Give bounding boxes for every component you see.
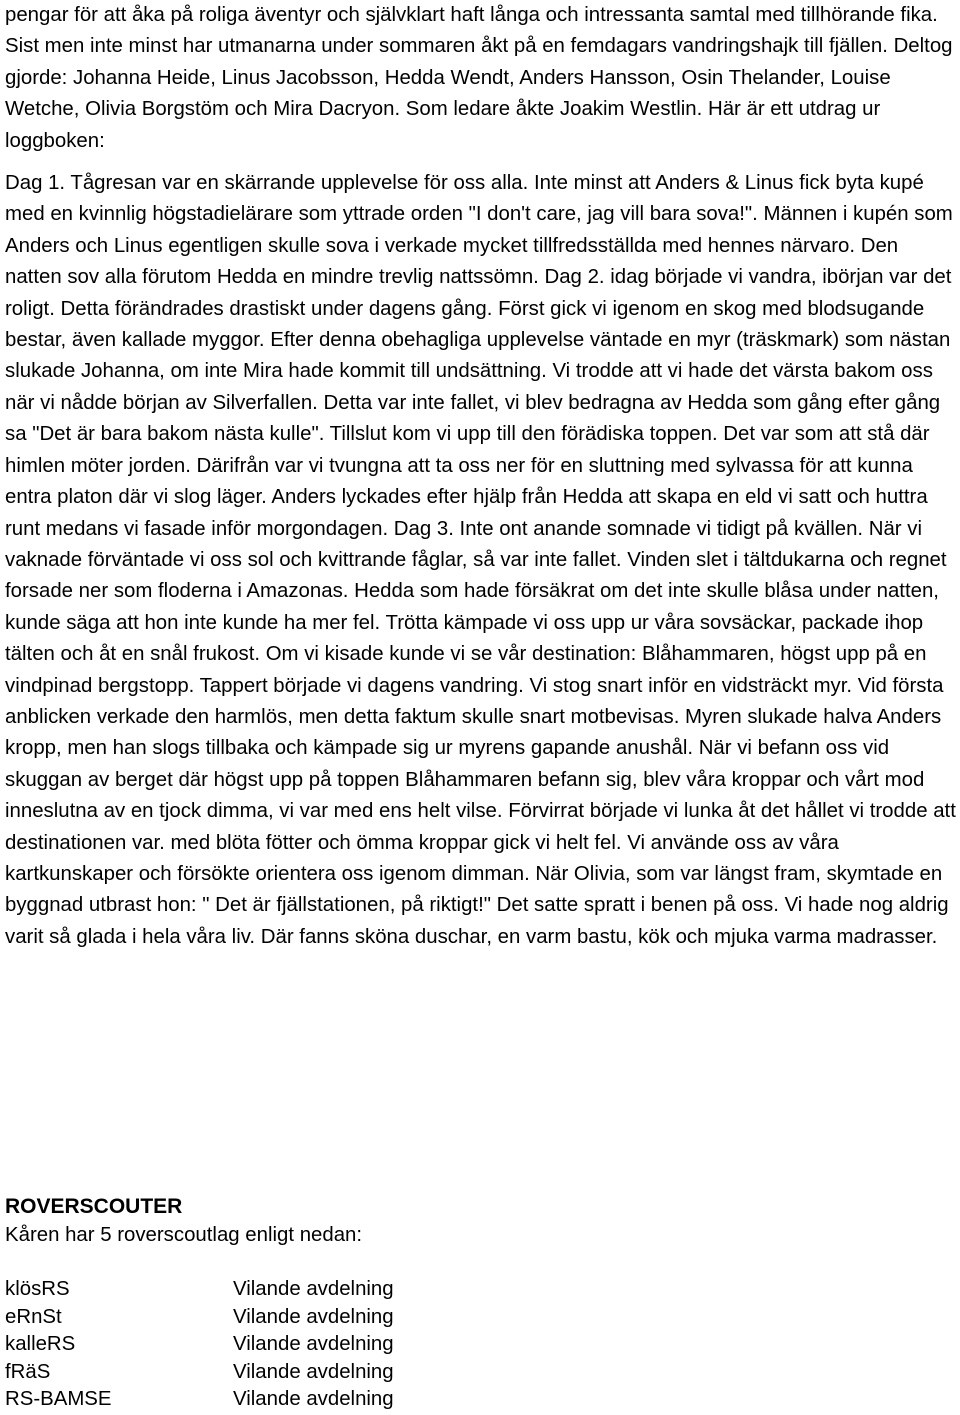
roverscouter-section	[5, 1193, 905, 1414]
troop-list	[5, 1276, 905, 1414]
section-heading: ROVERSCOUTER	[5, 1195, 183, 1218]
troop-name: RS-BAMSE	[5, 1388, 112, 1410]
troop-name: klösRS	[5, 1278, 70, 1300]
troop-name: kalleRS	[5, 1333, 76, 1355]
logbook-paragraph: Dag 1. Tågresan var en skärrande upplevelse för oss alla. Inte minst att Anders & Linus fick byta kupé med en kvinnlig högstadielärare som yttrade orden "I don't care, jag vill bara sova!". Männen i kupén som Anders och Linus egentligen skulle sova i verkade mycket tillfredsställda med hennes närvaro. Den natten sov alla förutom Hedda en mindre trevlig nattssömn. Dag 2. idag började vi vandra, ibörjan var det roligt. Detta förändrades drastiskt under dagens gång. Först gick vi igenom en skog med blodsugande bestar, även kallade myggor. Efter denna obehagliga upplevelse väntade en myr (träskmark) som nästan slukade Johanna, om inte Mira hade kommit till undsättning. Vi trodde att vi hade det värsta bakom oss när vi nådde början av Silverfallen. Detta var inte fallet, vi blev bedragna av Hedda som gång efter gång sa "Det är bara bakom nästa kulle". Tillslut kom vi upp till den förädiska toppen. Det var som att stå där himlen möter jorden. Därifrån var vi tvungna att ta oss ner för en sluttning med sylvassa för att kunna entra platon där vi slog läger. Anders lyckades efter hjälp från Hedda att skapa en eld vi satt och huttra runt medans vi fasade inför morgondagen. Dag 3. Inte ont anande somnade vi tidigt på kvällen. När vi vaknade förväntade vi oss sol och kvittrande fåglar, så var inte fallet. Vinden slet i tältdukarna och regnet forsade ner som floderna i Amazonas. Hedda som hade försäkrat om det inte skulle blåsa under natten, kunde säga att hon inte kunde ha mer fel. Trötta kämpade vi oss upp ur våra sovsäckar, packade ihop tälten och åt en snål frukost. Om vi kisade kunde vi se vår destination: Blåhammaren, högst upp på en vindpinad bergstopp. Tappert började vi dagens vandring. Vi stog snart inför en vidsträckt myr. Vid första anblicken verkade den harmlös, men detta faktum skulle snart motbevisas. Myren slukade halva Anders kropp, men han slogs tillbaka och kämpade sig ur myrens gapande anushål. När vi befann oss vid skuggan av berget där högst upp på toppen Blåhammaren befann sig, blev våra kroppar och vårt mod inneslutna av en tjock dimma, vi var med ens helt vilse. Förvirrat började vi lunka åt det hållet vi trodde att destinationen var. med blöta fötter och ömma kroppar gick vi helt fel. Vi använde oss av våra kartkunskaper och försökte orientera oss igenom dimman. När Olivia, som var längst fram, skymtade en byggnad utbrast hon: " Det är fjällstationen, på riktigt!" Det satte spratt i benen på oss. Vi hade nog aldrig varit så glada i hela våra liv. Där fanns sköna duschar, en varm bastu, kök och mjuka varma madrasser.	[5, 172, 956, 948]
troop-name: eRnSt	[5, 1305, 62, 1328]
document-page	[5, 0, 960, 953]
story-body	[5, 0, 960, 953]
troop-status: Vilande avdelning	[233, 1360, 394, 1383]
troop-status: Vilande avdelning	[233, 1388, 394, 1410]
troop-name: fRäS	[5, 1360, 51, 1383]
story-intro-paragraph: pengar för att åka på roliga äventyr och självklart haft långa och intressanta samtal med tillhörande fika. Sist men inte minst har utmanarna under sommaren åkt på en femdagars vandringshajk till fjällen. Deltog gjorde: Johanna Heide, Linus Jacobsson, Hedda Wendt, Anders Hansson, Osin Thelander, Louise Wetche, Olivia Borgstöm och Mira Dacryon. Som ledare åkte Joakim Westlin. Här är ett utdrag ur loggboken:	[5, 4, 953, 152]
troop-status: Vilande avdelning	[233, 1305, 394, 1328]
troop-status: Vilande avdelning	[233, 1333, 394, 1355]
troop-status: Vilande avdelning	[233, 1278, 394, 1300]
section-intro: Kåren har 5 roverscoutlag enligt nedan:	[5, 1224, 363, 1246]
